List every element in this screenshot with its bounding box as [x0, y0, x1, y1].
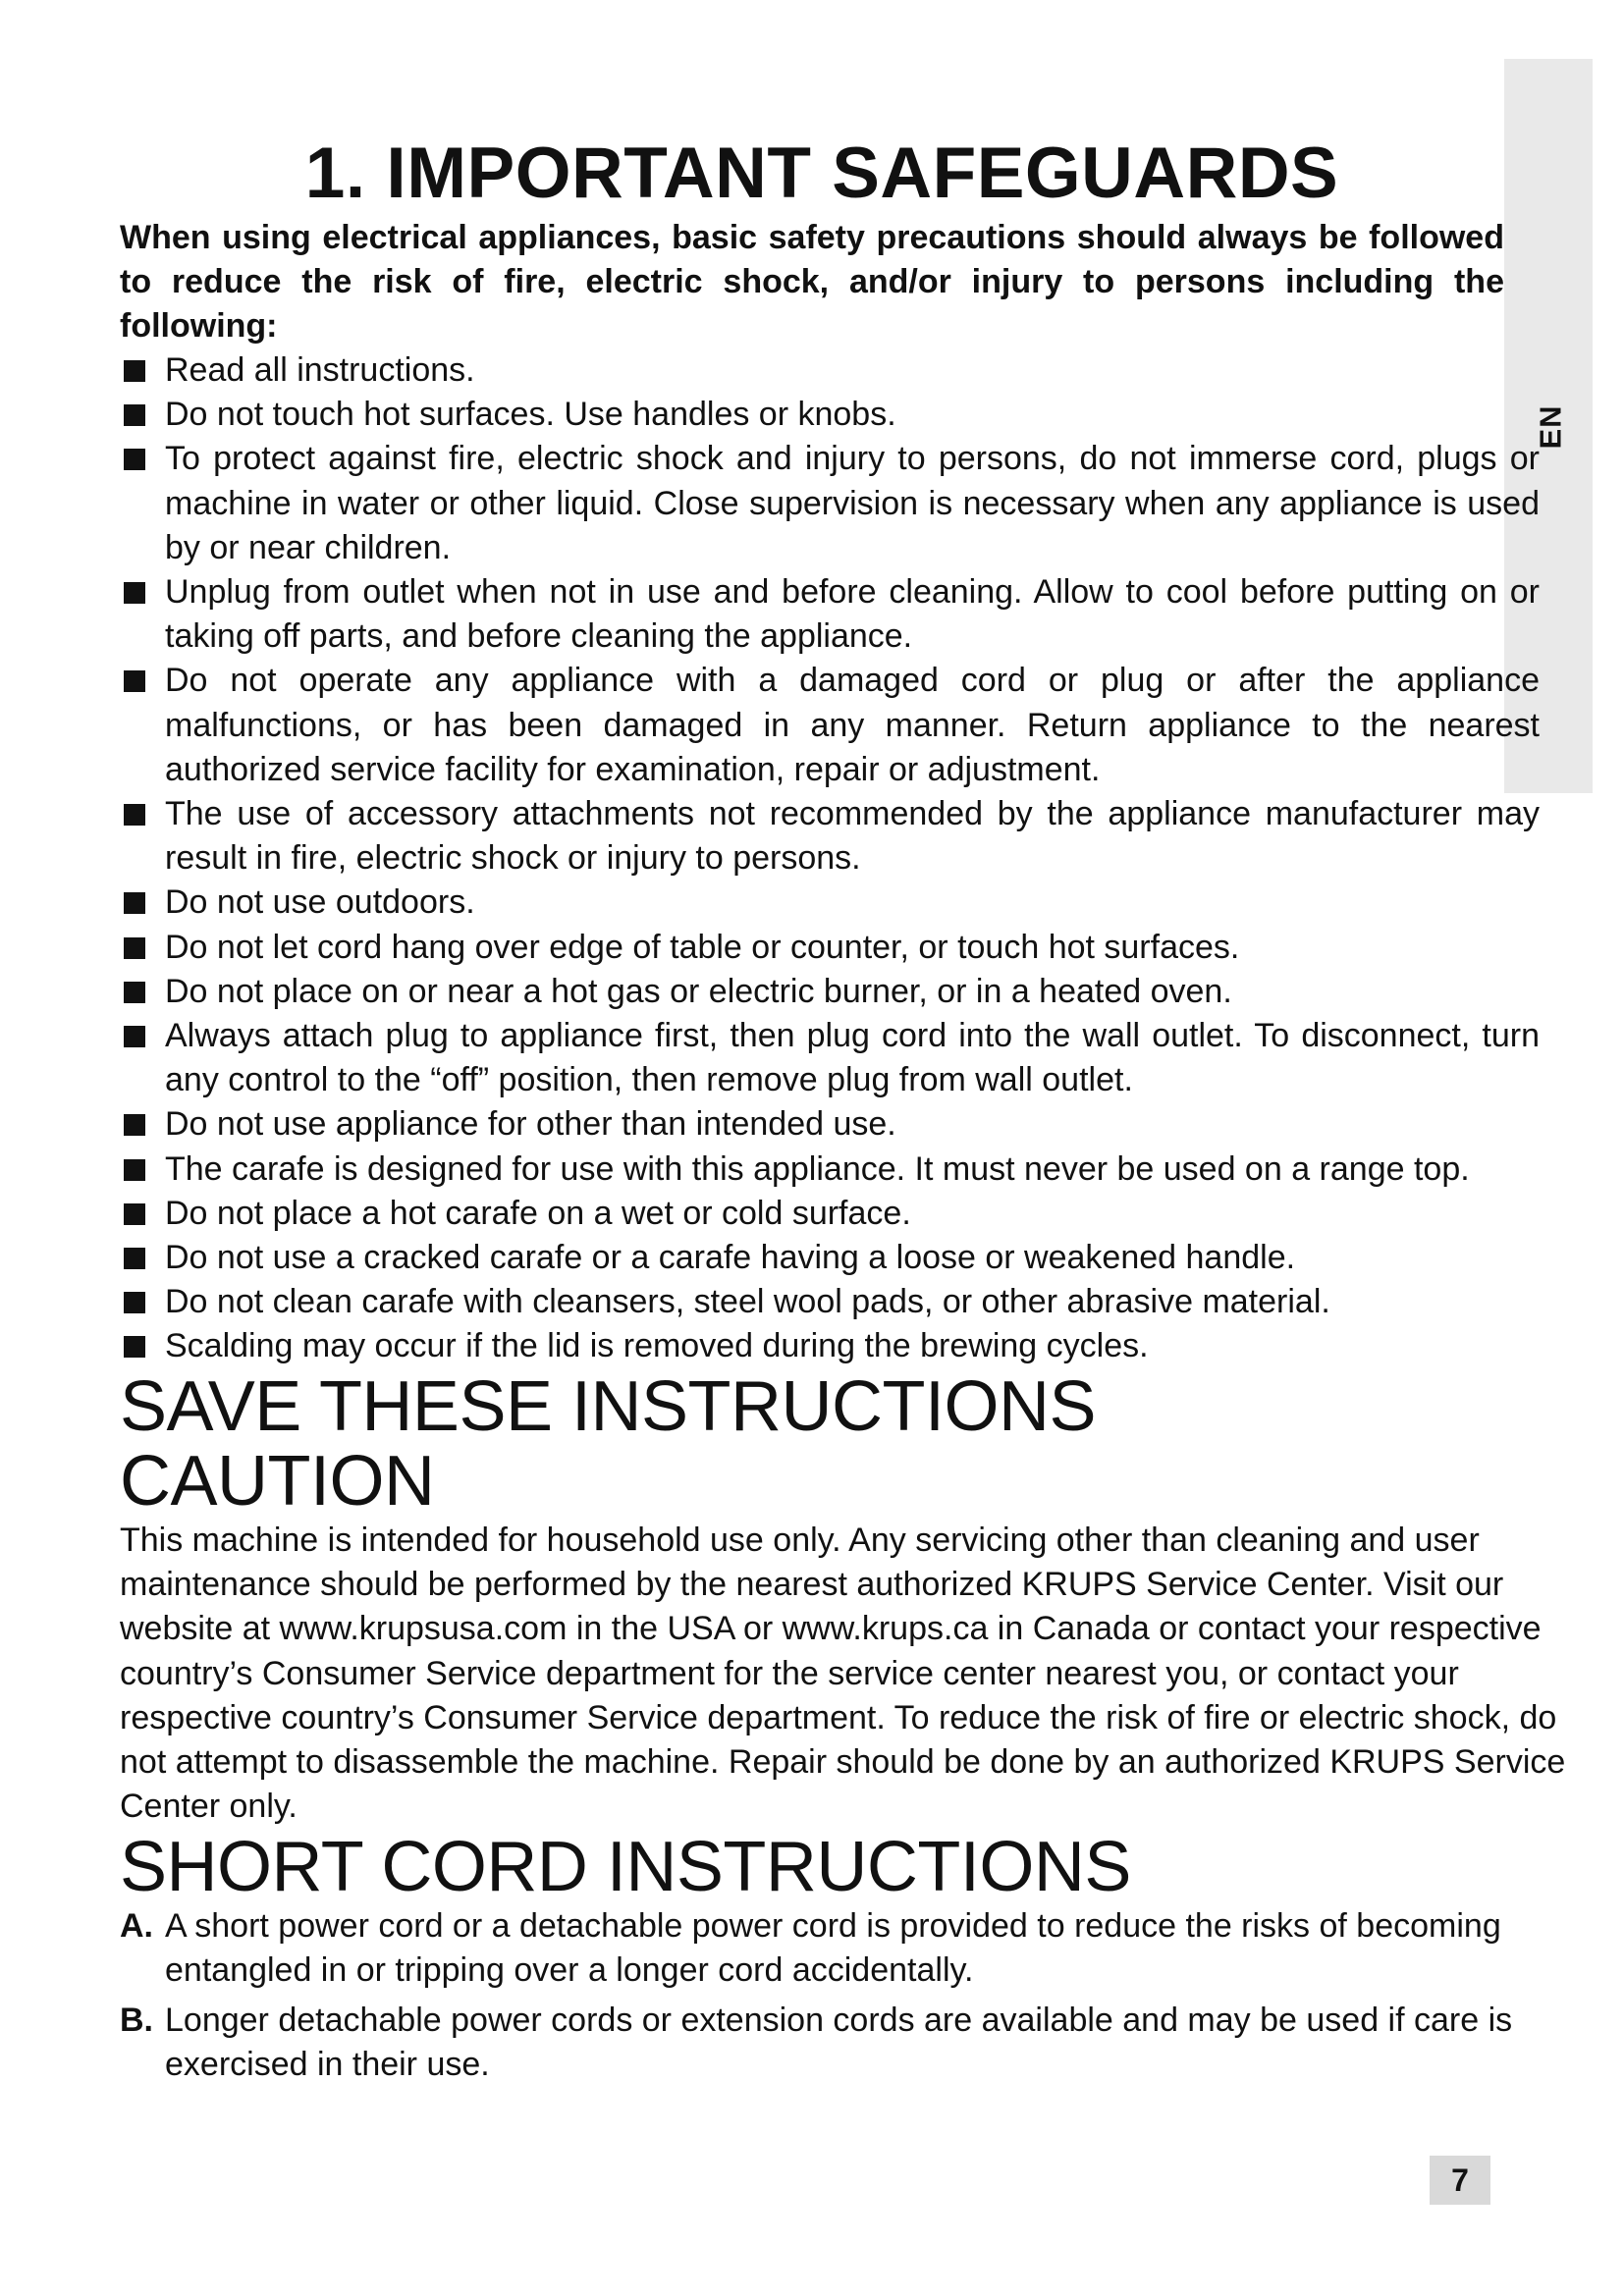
- list-item: Do not place a hot carafe on a wet or cold surface.: [120, 1192, 1540, 1236]
- list-item: Always attach plug to appliance first, then plug cord into the wall outlet. To disconnect, turn any control to the “off” position, then remove plug from wall outlet.: [120, 1014, 1540, 1102]
- list-item: Do not use appliance for other than intended use.: [120, 1102, 1540, 1147]
- list-item: The carafe is designed for use with this appliance. It must never be used on a range top.: [120, 1148, 1540, 1192]
- bullet-square-icon: [124, 982, 145, 1003]
- bullet-square-icon: [124, 1159, 145, 1181]
- bullet-square-icon: [124, 1292, 145, 1313]
- bullet-square-icon: [124, 804, 145, 826]
- page-content: [120, 132, 1573, 2087]
- list-item: The use of accessory attachments not recommended by the appliance manufacturer may result in fire, electric shock or injury to persons.: [120, 792, 1540, 881]
- list-item: Unplug from outlet when not in use and before cleaning. Allow to cool before putting on or taking off parts, and before cleaning the appliance.: [120, 570, 1540, 659]
- safeguards-list: [120, 348, 1573, 1369]
- bullet-square-icon: [124, 1114, 145, 1136]
- list-item: Do not use a cracked carafe or a carafe having a loose or weakened handle.: [120, 1236, 1540, 1280]
- short-cord-heading: SHORT CORD INSTRUCTIONS: [120, 1827, 1131, 1906]
- bullet-square-icon: [124, 449, 145, 470]
- list-item: Read all instructions.: [120, 348, 1540, 393]
- bullet-square-icon: [124, 937, 145, 959]
- list-item: Do not use outdoors.: [120, 881, 1540, 925]
- language-tab-label: EN: [1534, 404, 1569, 450]
- list-item: Do not touch hot surfaces. Use handles or knobs.: [120, 393, 1540, 437]
- bullet-square-icon: [124, 892, 145, 914]
- caution-heading: CAUTION: [120, 1441, 435, 1521]
- bullet-square-icon: [124, 360, 145, 382]
- page-title: 1. IMPORTANT SAFEGUARDS: [304, 133, 1339, 213]
- bullet-square-icon: [124, 1248, 145, 1269]
- list-item: Scalding may occur if the lid is removed during the brewing cycles.: [120, 1324, 1540, 1368]
- bullet-square-icon: [124, 1026, 145, 1047]
- bullet-square-icon: [124, 404, 145, 426]
- page-number: 7: [1430, 2156, 1490, 2205]
- bullet-square-icon: [124, 1203, 145, 1225]
- intro-text: When using electrical appliances, basic safety precautions should always be followed to reduce the risk of fire, electric shock, and/or injury to persons including the following:: [120, 219, 1504, 345]
- list-item: To protect against fire, electric shock and injury to persons, do not immerse cord, plugs or machine in water or other liquid. Close supervision is necessary when any appliance is used by or near children.: [120, 437, 1540, 570]
- list-item: A. A short power cord or a detachable power cord is provided to reduce the risks of becoming entangled in or tripping over a longer cord accidentally.: [120, 1904, 1569, 1993]
- list-item: B. Longer detachable power cords or extension cords are available and may be used if care is exercised in their use.: [120, 1999, 1569, 2087]
- caution-text: This machine is intended for household use only. Any servicing other than cleaning and user maintenance should be performed by the nearest authorized KRUPS Service Center. Visit our website at www.krupsusa.com in the USA or www.krups.ca in Canada or contact your respective country’s Consumer Service department for the service center nearest you, or contact your respective country’s Consumer Service department. To reduce the risk of fire or electric shock, do not attempt to disassemble the machine. Repair should be done by an authorized KRUPS Service Center only.: [120, 1521, 1566, 1826]
- bullet-square-icon: [124, 582, 145, 604]
- item-letter: A.: [120, 1906, 153, 1945]
- list-item: Do not let cord hang over edge of table or counter, or touch hot surfaces.: [120, 926, 1540, 970]
- list-item: Do not place on or near a hot gas or electric burner, or in a heated oven.: [120, 970, 1540, 1014]
- item-letter: B.: [120, 2001, 153, 2039]
- bullet-square-icon: [124, 1336, 145, 1358]
- list-item: Do not operate any appliance with a damaged cord or plug or after the appliance malfunctions, or has been damaged in any manner. Return appliance to the nearest authorized service facility for examination, repair or adjustment.: [120, 659, 1540, 792]
- list-item: Do not clean carafe with cleansers, steel wool pads, or other abrasive material.: [120, 1280, 1540, 1324]
- save-instructions-heading: SAVE THESE INSTRUCTIONS: [120, 1366, 1097, 1446]
- bullet-square-icon: [124, 670, 145, 692]
